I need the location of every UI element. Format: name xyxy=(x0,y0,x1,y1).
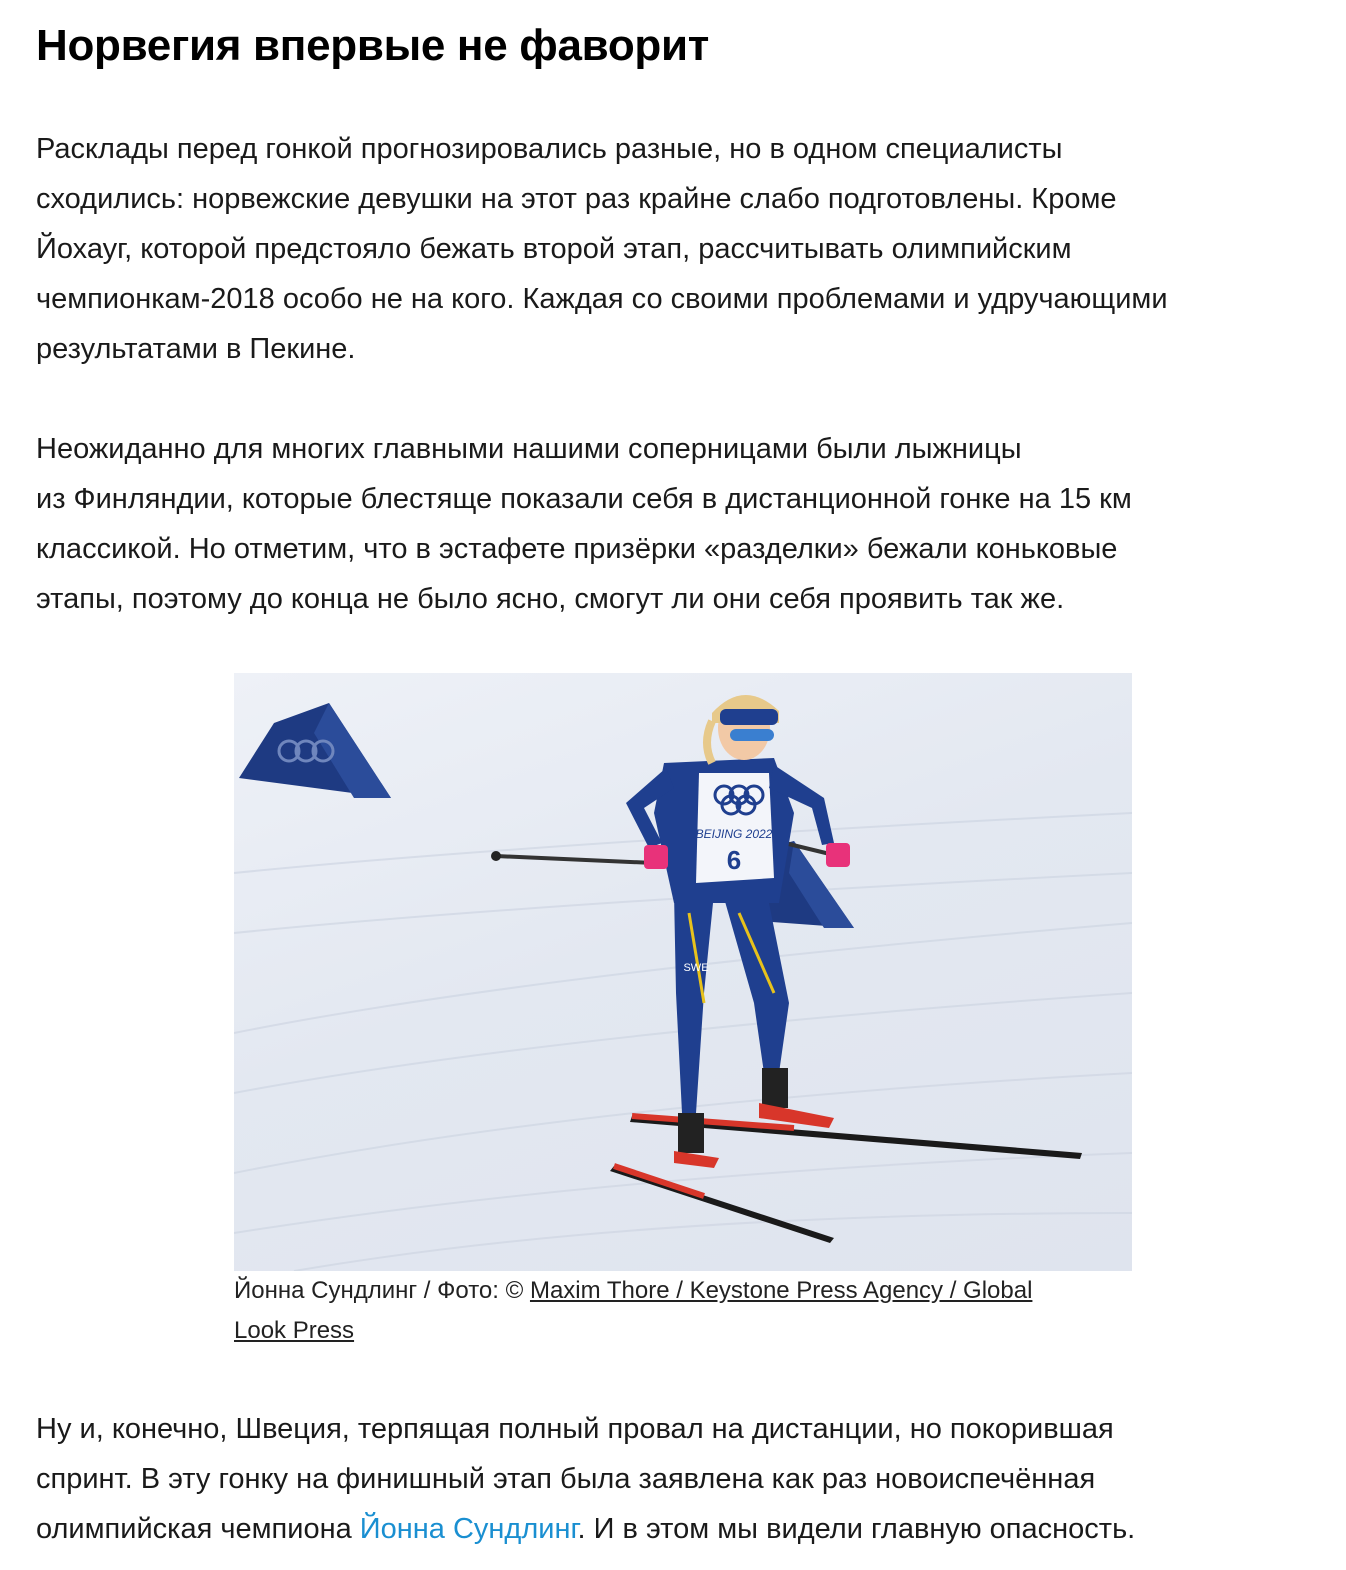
paragraph-line: из Финляндии, которые блестяще показали себя в дистанционной гонке на 15 км xyxy=(36,483,1132,515)
photo-caption xyxy=(234,1271,1134,1351)
paragraph-line: Ну и, конечно, Швеция, терпящая полный провал на дистанции, но покорившая xyxy=(36,1413,1114,1445)
caption-line xyxy=(234,1271,1134,1311)
paragraph-forecast xyxy=(36,124,1326,374)
paragraph-line: сходились: норвежские девушки на этот раз крайне слабо подготовлены. Кроме xyxy=(36,183,1117,215)
article-photo xyxy=(234,673,1132,1351)
paragraph-line: Йохауг, которой предстояло бежать второй этап, рассчитывать олимпийским xyxy=(36,233,1072,265)
olympic-sign-left xyxy=(239,703,391,798)
paragraph-line: чемпионкам-2018 особо не на кого. Каждая со своими проблемами и удручающими xyxy=(36,283,1168,315)
photo-credit-link-continued[interactable]: Look Press xyxy=(234,1317,355,1344)
paragraph-line: классикой. Но отметим, что в эстафете призёрки «разделки» бежали коньковые xyxy=(36,533,1118,565)
paragraph-sweden xyxy=(36,1404,1326,1554)
athlete-link-sundling[interactable]: Йонна Сундлинг xyxy=(359,1513,578,1545)
paragraph-line: спринт. В эту гонку на финишный этап была заявлена как раз новоиспечённая xyxy=(36,1463,1096,1495)
text-fragment: олимпийская чемпиона xyxy=(36,1513,360,1545)
suit-country-text: SWE xyxy=(683,962,709,974)
skier-head xyxy=(707,695,779,763)
paragraph-finland xyxy=(36,424,1326,624)
text-fragment: . И в этом мы видели главную опасность. xyxy=(577,1513,1136,1545)
article-heading: Норвегия впервые не фаворит xyxy=(36,21,709,70)
paragraph-line: этапы, поэтому до конца не было ясно, смогут ли они себя проявить так же. xyxy=(36,583,1065,615)
skier-photo-image[interactable] xyxy=(234,673,1132,1271)
caption-line xyxy=(234,1311,1134,1351)
bib-event-text: BEIJING 2022 xyxy=(695,827,773,841)
paragraph-line xyxy=(36,1504,1326,1554)
bib-number: 6 xyxy=(726,845,742,875)
skier-illustration xyxy=(234,673,1132,1271)
caption-prefix: Йонна Сундлинг / Фото: © xyxy=(234,1277,530,1304)
photo-credit-link[interactable]: Maxim Thore / Keystone Press Agency / Global xyxy=(529,1277,1033,1304)
paragraph-line: результатами в Пекине. xyxy=(36,333,356,365)
paragraph-line: Расклады перед гонкой прогнозировались разные, но в одном специалисты xyxy=(36,133,1063,165)
paragraph-line: Неожиданно для многих главными нашими соперницами были лыжницы xyxy=(36,433,1022,465)
